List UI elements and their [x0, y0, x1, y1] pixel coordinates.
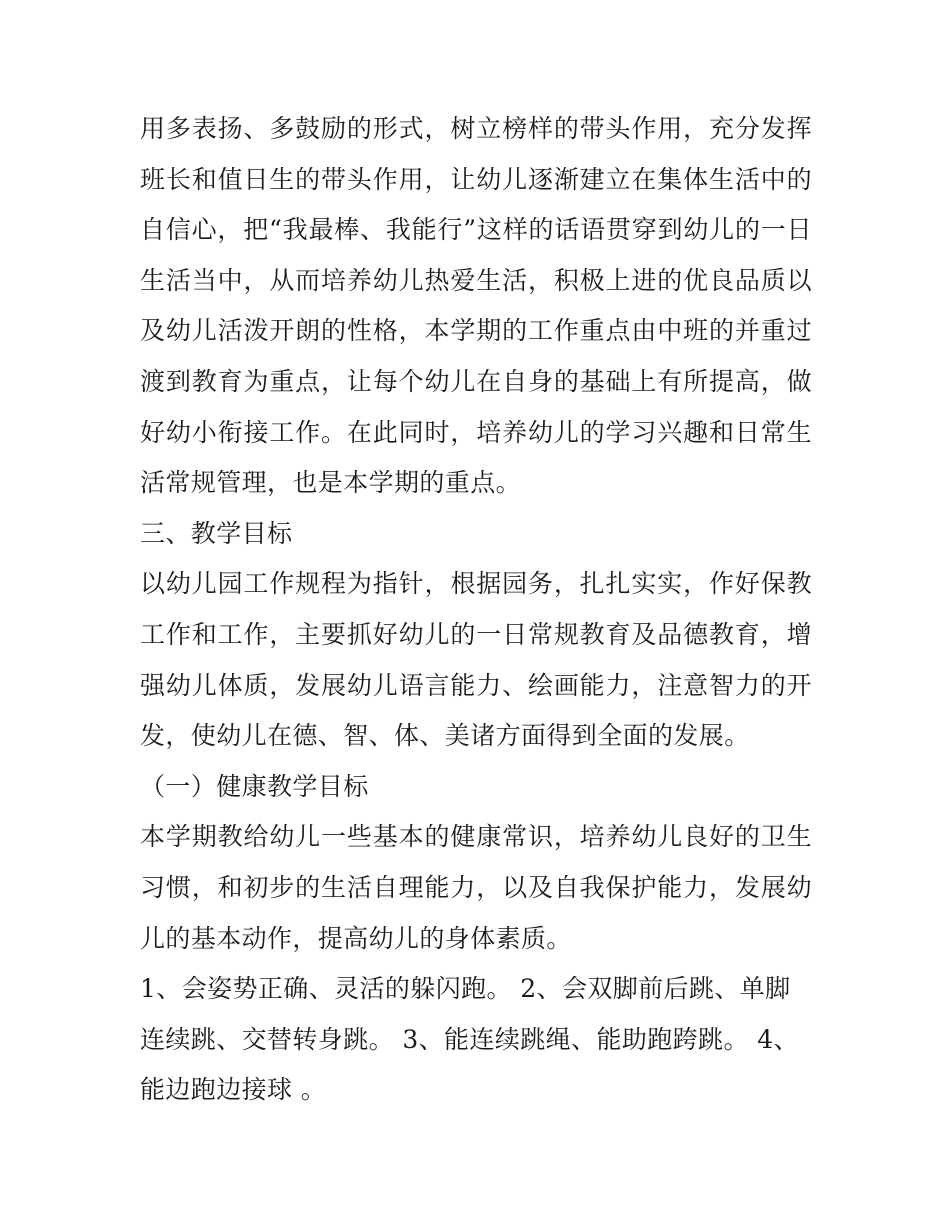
paragraph-health-goal-items: 1、会姿势正确、灵活的躲闪跑。 2、会双脚前后跳、单脚连续跳、交替转身跳。 3、能连续跳绳、能助跑跨跳。 4、能边跑边接球 。 — [140, 974, 799, 1105]
document-body — [140, 104, 812, 1116]
paragraph-intro: 用多表扬、多鼓励的形式，树立榜样的带头作用，充分发挥班长和值日生的带头作用，让幼儿逐渐建立在集体生活中的自信心，把“我最棒、我能行”这样的话语贯穿到幼儿的一日生活当中，从而培养幼儿热爱生活，积极上进的优良品质以及幼儿活泼开朗的性格，本学期的工作重点由中班的并重过渡到教育为重点，让每个幼儿在自身的基础上有所提高，做好幼小衔接工作。在此同时，培养幼儿的学习兴趣和日常生活常规管理，也是本学期的重点。 — [140, 114, 812, 498]
paragraph-teaching-goals: 以幼儿园工作规程为指针，根据园务，扎扎实实，作好保教工作和工作，主要抓好幼儿的一日常规教育及品德教育，增强幼儿体质，发展幼儿语言能力、绘画能力，注意智力的开发，使幼儿在德、智、体、美诸方面得到全面的发展。 — [140, 569, 812, 751]
subsection-heading-health-goals: （一）健康教学目标 — [140, 771, 369, 801]
paragraph-health-goals: 本学期教给幼儿一些基本的健康常识，培养幼儿良好的卫生习惯，和初步的生活自理能力，以及自我保护能力，发展幼儿的基本动作，提高幼儿的身体素质。 — [140, 822, 812, 953]
section-heading-teaching-goals: 三、教学目标 — [140, 518, 293, 548]
